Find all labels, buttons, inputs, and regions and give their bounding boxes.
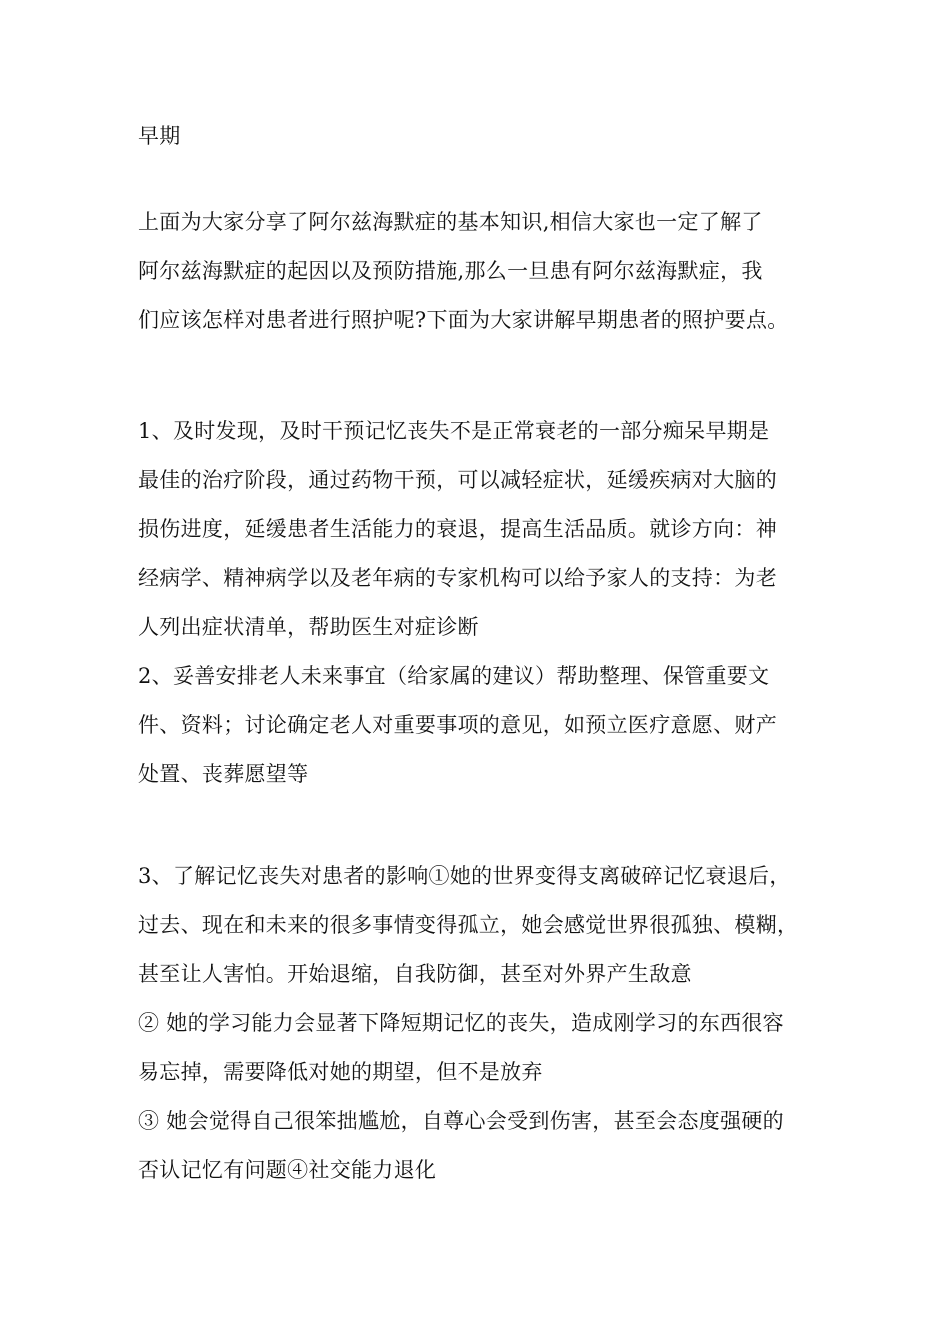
item-3-paragraph [138,852,838,1195]
item-3-line: ③ 她会觉得自己很笨拙尴尬，自尊心会受到伤害，甚至会态度强硬的 [138,1109,784,1133]
section-heading-block [138,112,838,161]
item-3-line: 过去、现在和未来的很多事情变得孤立，她会感觉世界很孤独、模糊， [138,913,799,937]
item-2-paragraph [138,652,838,799]
item-1-line: 损伤进度，延缓患者生活能力的衰退，提高生活品质。就诊方向：神 [138,517,777,541]
item-3-line: ② 她的学习能力会显著下降短期记忆的丧失，造成刚学习的东西很容 [138,1011,784,1035]
item-1-paragraph [138,407,838,652]
intro-line: 上面为大家分享了阿尔兹海默症的基本知识,相信大家也一定了解了 [138,210,763,234]
item-1-line: 经病学、精神病学以及老年病的专家机构可以给予家人的支持：为老 [138,566,777,590]
item-3-line: 3、了解记忆丧失对患者的影响①她的世界变得支离破碎记忆衰退后， [138,864,791,888]
intro-line: 阿尔兹海默症的起因以及预防措施,那么一旦患有阿尔兹海默症，我 [138,259,763,283]
section-heading: 早期 [138,124,181,148]
item-3-line: 易忘掉，需要降低对她的期望，但不是放弃 [138,1060,543,1084]
intro-paragraph [138,198,838,345]
item-2-line: 件、资料；讨论确定老人对重要事项的意见，如预立医疗意愿、财产 [138,713,777,737]
intro-line: 们应该怎样对患者进行照护呢?下面为大家讲解早期患者的照护要点。 [138,308,789,332]
item-1-line: 人列出症状清单，帮助医生对症诊断 [138,615,479,639]
item-3-line: 否认记忆有问题④社交能力退化 [138,1158,437,1182]
item-1-line: 1、及时发现，及时干预记忆丧失不是正常衰老的一部分痴呆早期是 [138,419,770,443]
item-1-line: 最佳的治疗阶段，通过药物干预，可以减轻症状，延缓疾病对大脑的 [138,468,777,492]
item-3-line: 甚至让人害怕。开始退缩，自我防御，甚至对外界产生敌意 [138,962,692,986]
item-2-line: 处置、丧葬愿望等 [138,762,309,786]
item-2-line: 2、妥善安排老人未来事宜（给家属的建议）帮助整理、保管重要文 [138,664,770,688]
